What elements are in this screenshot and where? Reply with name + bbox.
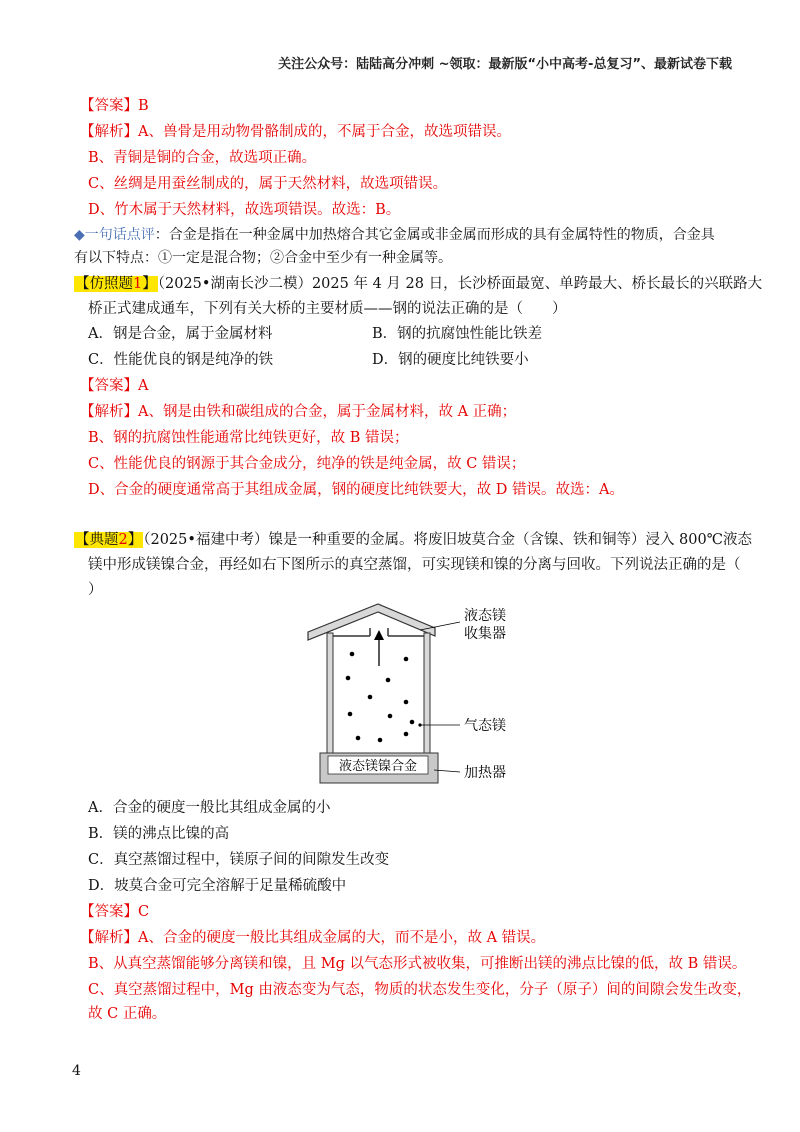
heater-label: 加热器 — [464, 765, 506, 781]
analysis-tag: 【解析】 — [80, 124, 138, 140]
note-line — [74, 225, 715, 245]
question-stem: 2025 年 4 月 28 日，长沙桥面最宽、单跨最大、桥长最长的兴联路大 — [311, 276, 763, 292]
question-stem: 镍是一种重要的金属。将废旧坡莫合金（含镍、铁和铜等）浸入 800℃液态 — [268, 532, 752, 548]
option-d: D．钢的硬度比纯铁要小 — [372, 352, 529, 368]
question-stem: 桥正式建成通车，下列有关大桥的主要材质——钢的说法正确的是（ ） — [88, 301, 567, 317]
vapor-dots — [346, 652, 415, 743]
question-stem: ） — [88, 582, 103, 598]
answer-tag: 【答案】 — [80, 98, 138, 114]
answer-value: B — [138, 98, 149, 114]
vapor-dot — [368, 695, 373, 700]
analysis-text: A、兽骨是用动物骨骼制成的，不属于合金，故选项错误。 — [138, 124, 511, 140]
vacuum-distillation-diagram — [300, 598, 530, 788]
vapor-dot — [346, 676, 351, 681]
option-b: B．钢的抗腐蚀性能比铁差 — [372, 326, 543, 342]
answer-value: C — [138, 904, 150, 920]
vapor-dot — [350, 652, 355, 657]
analysis-line: B、青铜是铜的合金，故选项正确。 — [88, 150, 317, 166]
question-source: （2025•福建中考） — [143, 532, 269, 548]
vapor-dot — [388, 714, 393, 719]
analysis-tag: 【解析】 — [80, 404, 138, 420]
analysis-line — [80, 402, 516, 422]
chamber-wall-right — [424, 633, 430, 768]
vapor-dot — [386, 678, 391, 683]
question-source: （2025•湖南长沙二模） — [157, 276, 312, 292]
analysis-tag: 【解析】 — [80, 930, 138, 946]
gas-label: 气态镁 — [464, 718, 506, 734]
answer-line — [80, 902, 149, 922]
analysis-line: 故 C 正确。 — [88, 1006, 167, 1022]
option-a: A．钢是合金，属于金属材料 — [88, 326, 273, 342]
option-d: D．坡莫合金可完全溶解于足量稀硫酸中 — [88, 878, 347, 894]
chamber-wall-left — [327, 633, 333, 768]
analysis-line: B、从真空蒸馏能够分离镁和镍，且 Mg 以气态形式被收集，可推断出镁的沸点比镍的低，故 B 错误。 — [88, 956, 747, 972]
collector-label-2: 收集器 — [464, 626, 506, 642]
arrow-head-icon — [374, 630, 384, 640]
vapor-dot — [404, 657, 409, 662]
collector-label-1: 液态镁 — [464, 608, 506, 624]
vapor-dot — [404, 732, 409, 737]
analysis-line — [80, 928, 545, 948]
question-line — [74, 274, 762, 294]
note-label: 一句话点评 — [84, 227, 155, 243]
question-tag: 【典题2】 — [75, 532, 143, 548]
analysis-line: C、真空蒸馏过程中，Mg 由液态变为气态，物质的状态发生变化，分子（原子）间的间隙会发生改变， — [88, 982, 752, 998]
analysis-line: C、性能优良的钢源于其合金成分，纯净的铁是纯金属，故 C 错误； — [88, 456, 526, 472]
question-stem: 镁中形成镁镍合金，再经如右下图所示的真空蒸馏，可实现镁和镍的分离与回收。下列说法正确的是（ — [88, 557, 741, 573]
vapor-dot — [404, 700, 409, 705]
analysis-line: D、合金的硬度通常高于其组成金属，钢的硬度比纯铁要大，故 D 错误。故选：A。 — [88, 482, 624, 498]
analysis-line: D、竹木属于天然材料，故选项错误。故选：B。 — [88, 202, 401, 218]
analysis-line — [80, 122, 511, 142]
page-header: 关注公众号：陆陆高分冲刺 ~领取：最新版“小中高考-总复习”、最新试卷下载 — [278, 57, 732, 72]
answer-line — [80, 376, 148, 396]
question-tag: 【仿照题1】 — [75, 276, 157, 292]
analysis-text: A、钢是由铁和碳组成的合金，属于金属材料，故 A 正确； — [138, 404, 517, 420]
vapor-dot — [348, 712, 353, 717]
diamond-icon: ◆ — [74, 227, 85, 243]
option-b: B．镁的沸点比镍的高 — [88, 826, 230, 842]
page-number: 4 — [72, 1063, 81, 1079]
alloy-label: 液态镁镍合金 — [338, 759, 418, 774]
vapor-dot — [410, 720, 415, 725]
analysis-line: B、钢的抗腐蚀性能通常比纯铁更好，故 B 错误； — [88, 430, 409, 446]
vapor-dot — [356, 736, 361, 741]
question-line — [74, 530, 752, 550]
vapor-dot — [378, 738, 383, 743]
analysis-text: A、合金的硬度一般比其组成金属的大，而不是小，故 A 错误。 — [138, 930, 546, 946]
option-c: C．真空蒸馏过程中，镁原子间的间隙发生改变 — [88, 852, 390, 868]
note-text: ：合金是指在一种金属中加热熔合其它金属或非金属而形成的具有金属特性的物质，合金具 — [154, 227, 715, 243]
note-line: 有以下特点：①一定是混合物；②合金中至少有一种金属等。 — [74, 250, 452, 266]
answer-value: A — [138, 378, 149, 394]
answer-tag: 【答案】 — [80, 904, 138, 920]
answer-tag: 【答案】 — [80, 378, 138, 394]
analysis-line: C、丝绸是用蚕丝制成的，属于天然材料，故选项错误。 — [88, 176, 448, 192]
option-a: A．合金的硬度一般比其组成金属的小 — [88, 800, 331, 816]
answer-line — [80, 96, 149, 116]
option-c: C．性能优良的钢是纯净的铁 — [88, 352, 274, 368]
